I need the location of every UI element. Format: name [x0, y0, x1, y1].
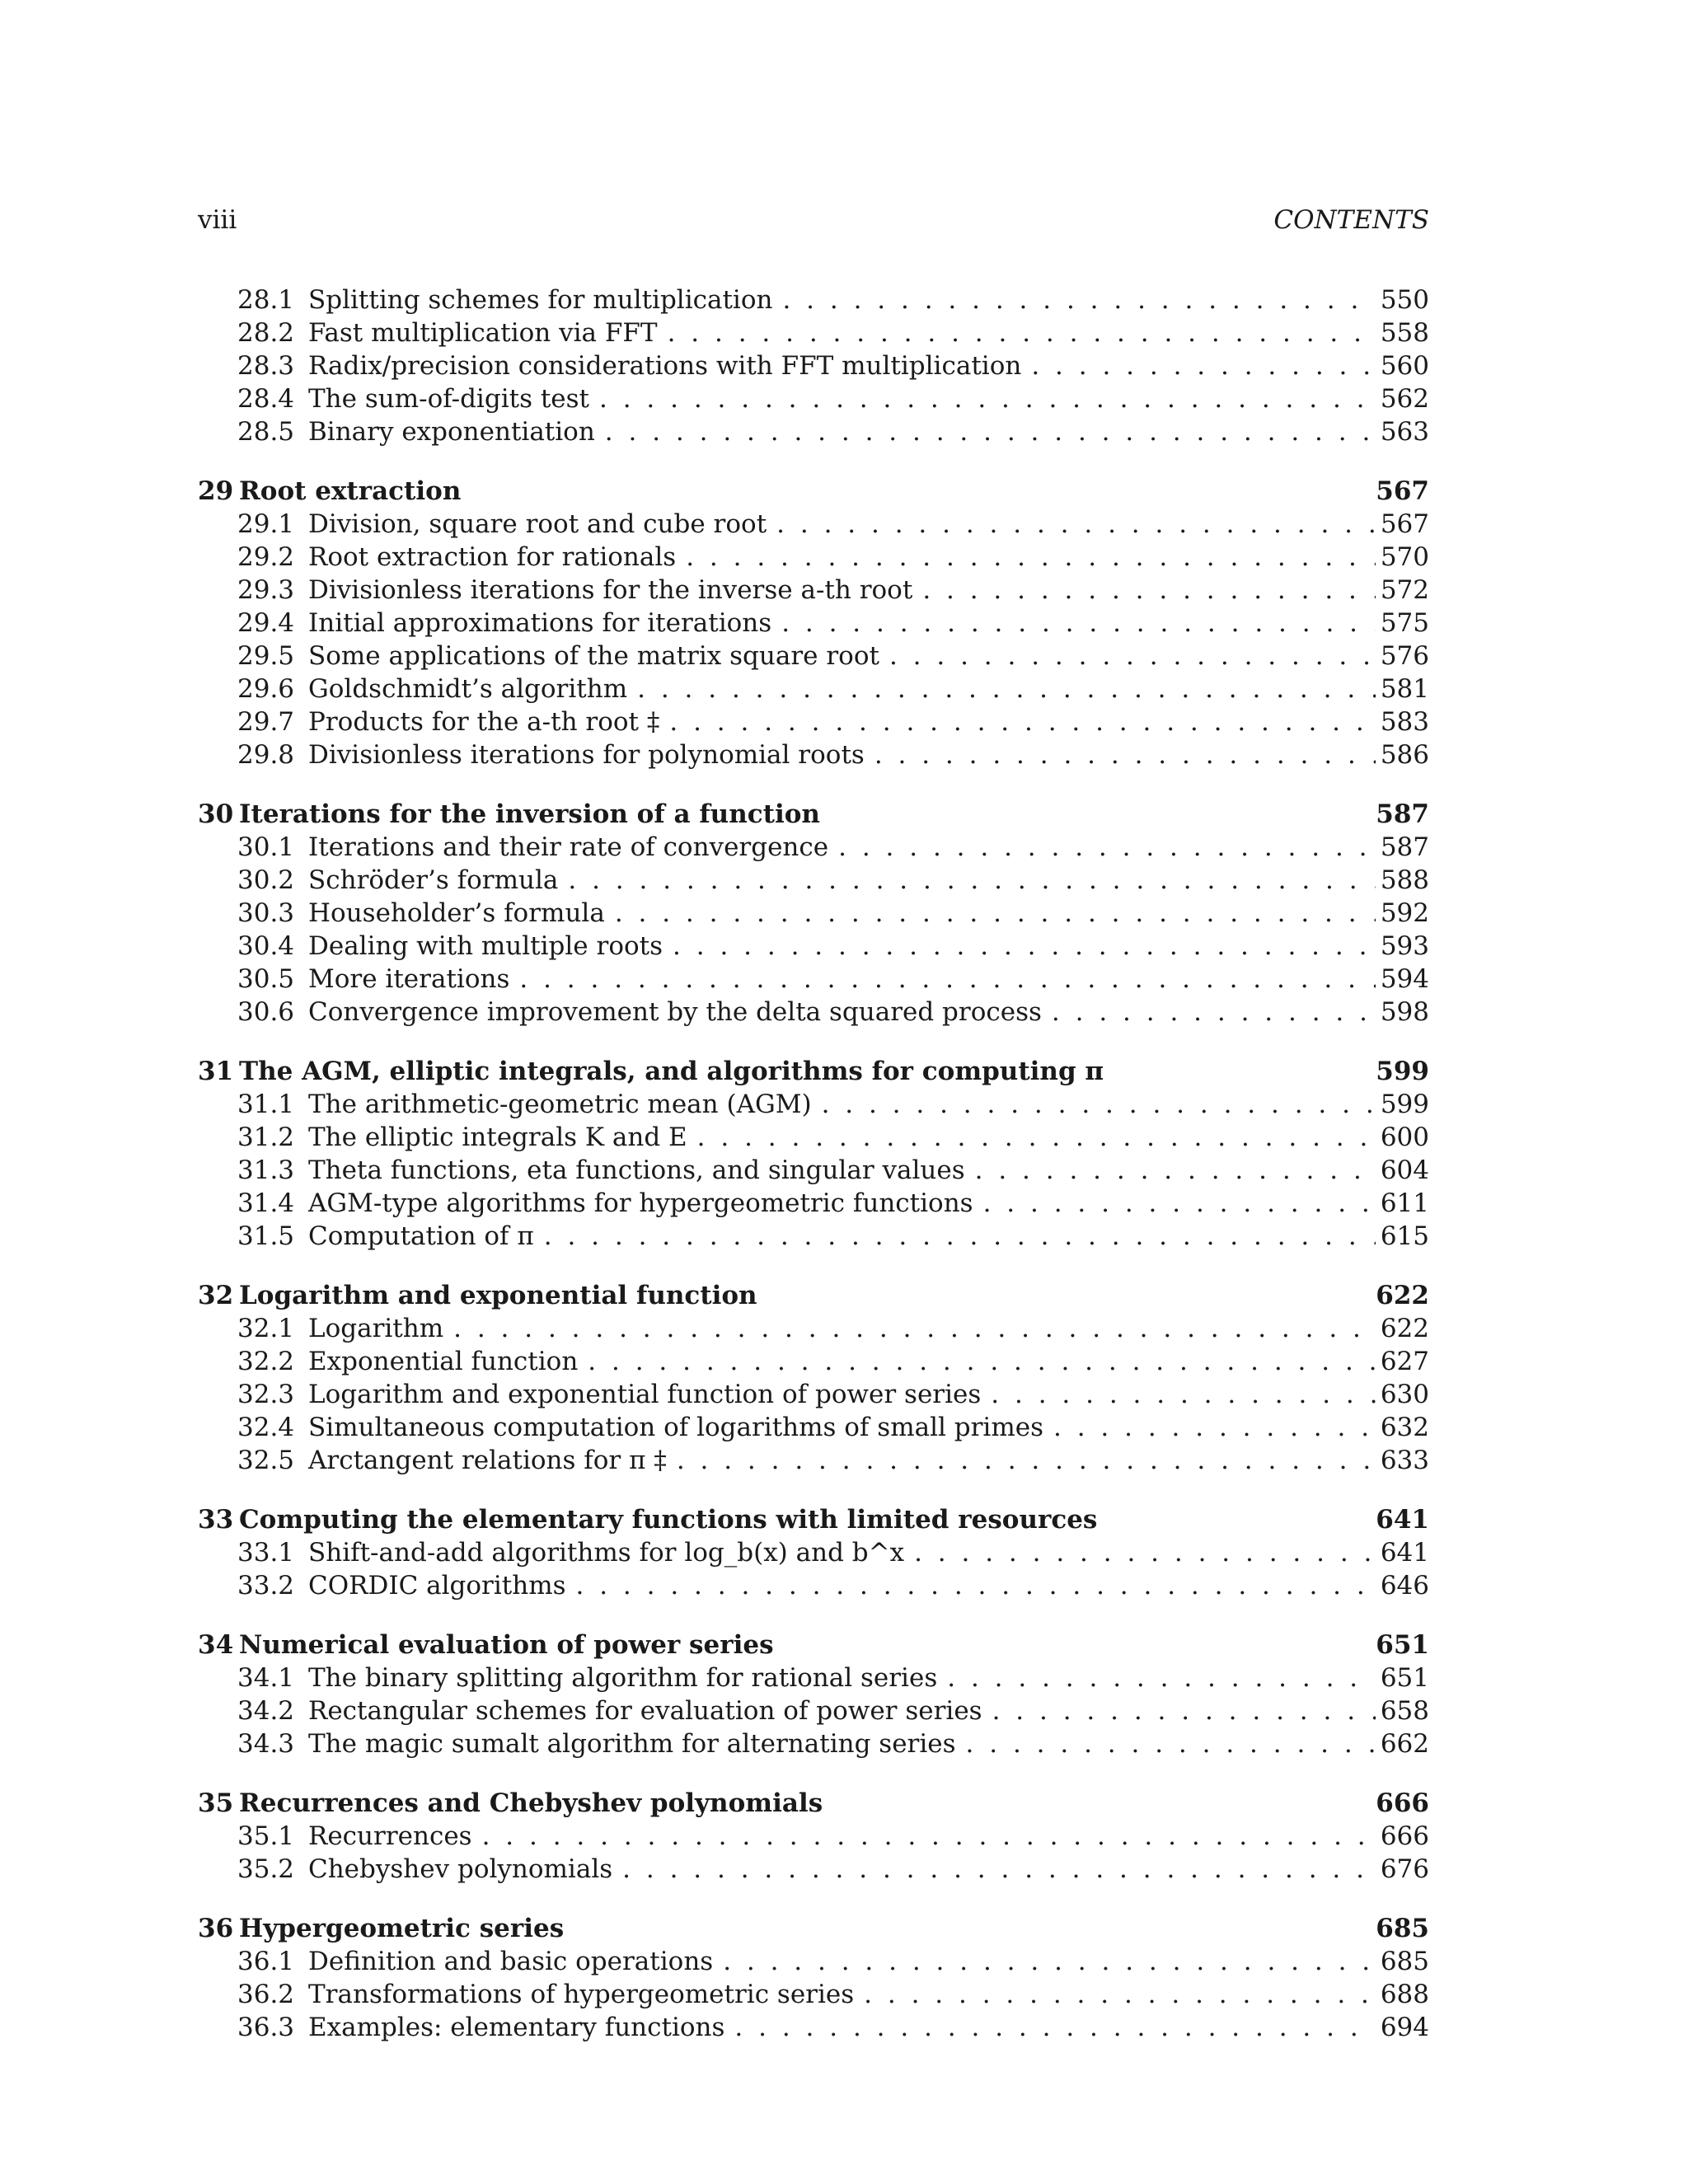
section-title: Products for the a-th root ‡ [308, 707, 660, 737]
section-title: Definition and basic operations [308, 1947, 714, 1976]
chapter-title: Computing the elementary functions with limited resources [239, 1505, 1098, 1535]
leader-dots [734, 2011, 1375, 2044]
section-number: 28.4 [237, 384, 295, 414]
section-number: 29.4 [237, 608, 295, 638]
section-page: 627 [1380, 1347, 1429, 1376]
toc-section-row[interactable] [198, 705, 1429, 738]
section-number: 35.1 [237, 1821, 295, 1851]
section-title: Fast multiplication via FFT [308, 318, 658, 348]
chapter-number: 34 [198, 1630, 234, 1660]
leader-dots [966, 1727, 1376, 1760]
leader-dots [1031, 349, 1376, 382]
toc-section-row[interactable] [198, 930, 1429, 963]
section-page: 593 [1380, 931, 1429, 961]
leader-dots [622, 1853, 1376, 1886]
leader-dots [782, 284, 1375, 316]
section-page: 576 [1380, 641, 1429, 671]
section-page: 572 [1380, 575, 1429, 605]
section-number: 29.8 [237, 740, 295, 770]
section-page: 562 [1380, 384, 1429, 414]
toc-section-row[interactable] [198, 1727, 1429, 1760]
leader-dots [673, 930, 1376, 963]
chapter-page: 567 [1376, 476, 1429, 506]
toc-section-row[interactable] [198, 1978, 1429, 2011]
page-number: viii [198, 205, 237, 235]
leader-dots [1052, 996, 1376, 1029]
leader-dots [482, 1820, 1376, 1853]
chapter-title: Iterations for the inversion of a function [239, 799, 820, 829]
section-title: Some applications of the matrix square root [308, 641, 879, 671]
toc-section-row[interactable] [198, 1378, 1429, 1411]
section-title: Schröder’s formula [308, 865, 559, 895]
section-number: 30.5 [237, 964, 295, 994]
section-title: Simultaneous computation of logarithms of small primes [308, 1413, 1043, 1442]
section-title: The binary splitting algorithm for rational series [308, 1663, 938, 1693]
section-number: 31.1 [237, 1090, 295, 1119]
toc-chapter-row[interactable] [198, 798, 1429, 831]
section-title: Shift-and-add algorithms for log_b(x) and b^x [308, 1538, 905, 1568]
section-number: 34.3 [237, 1729, 295, 1759]
section-title: Dealing with multiple roots [308, 931, 663, 961]
toc-section-row[interactable] [198, 1853, 1429, 1886]
section-number: 29.3 [237, 575, 295, 605]
table-of-contents [198, 284, 1429, 2070]
toc-chapter-row[interactable] [198, 1787, 1429, 1820]
section-title: Goldschmidt’s algorithm [308, 674, 628, 704]
section-number: 31.3 [237, 1155, 295, 1185]
section-number: 29.7 [237, 707, 295, 737]
toc-section-row[interactable] [198, 1536, 1429, 1569]
toc-section-row[interactable] [198, 897, 1429, 930]
leader-dots [991, 1378, 1376, 1411]
chapter-page: 599 [1376, 1057, 1429, 1086]
section-page: 583 [1380, 707, 1429, 737]
toc-section-row[interactable] [198, 640, 1429, 673]
section-title: Transformations of hypergeometric series [308, 1980, 855, 2009]
leader-dots [889, 640, 1376, 673]
leader-dots [668, 316, 1376, 349]
toc-section-row[interactable] [198, 1154, 1429, 1187]
chapter-number: 30 [198, 799, 234, 829]
toc-section-row[interactable] [198, 1220, 1429, 1253]
section-title: The arithmetic-geometric mean (AGM) [308, 1090, 812, 1119]
chapter-number: 36 [198, 1914, 234, 1943]
section-number: 36.1 [237, 1947, 295, 1976]
section-page: 662 [1380, 1729, 1429, 1759]
leader-dots [864, 1978, 1376, 2011]
leader-dots [776, 508, 1376, 541]
section-page: 570 [1380, 542, 1429, 572]
toc-chapter-34 [198, 1629, 1429, 1760]
section-page: 575 [1380, 608, 1429, 638]
toc-chapter-35 [198, 1787, 1429, 1886]
chapter-number: 32 [198, 1281, 234, 1310]
section-number: 30.1 [237, 832, 295, 862]
leader-dots [453, 1312, 1376, 1345]
section-title: Arctangent relations for π ‡ [308, 1446, 667, 1475]
leader-dots [697, 1121, 1376, 1154]
section-title: Recurrences [308, 1821, 472, 1851]
section-title: Logarithm and exponential function of power series [308, 1380, 982, 1409]
toc-chapter-row[interactable] [198, 1912, 1429, 1945]
toc-section-row[interactable] [198, 574, 1429, 607]
leader-dots [781, 607, 1376, 640]
leader-dots [637, 673, 1376, 705]
section-page: 587 [1380, 832, 1429, 862]
chapter-page: 622 [1376, 1281, 1429, 1310]
section-title: Division, square root and cube root [308, 509, 767, 539]
chapter-page: 651 [1376, 1630, 1429, 1660]
section-number: 30.6 [237, 997, 295, 1027]
leader-dots [992, 1694, 1376, 1727]
toc-section-row[interactable] [198, 1569, 1429, 1602]
section-page: 586 [1380, 740, 1429, 770]
section-page: 567 [1380, 509, 1429, 539]
section-title: Computation of π [308, 1221, 534, 1251]
toc-section-row[interactable] [198, 2011, 1429, 2044]
section-number: 28.5 [237, 417, 295, 447]
toc-section-row[interactable] [198, 541, 1429, 574]
section-title: Radix/precision considerations with FFT multiplication [308, 351, 1022, 381]
toc-section-row[interactable] [198, 1661, 1429, 1694]
section-page: 658 [1380, 1696, 1429, 1726]
toc-section-row[interactable] [198, 1345, 1429, 1378]
section-title: Convergence improvement by the delta squared process [308, 997, 1042, 1027]
chapter-title: Recurrences and Chebyshev polynomials [239, 1788, 823, 1818]
section-title: CORDIC algorithms [308, 1571, 566, 1601]
section-page: 558 [1380, 318, 1429, 348]
section-page: 550 [1380, 285, 1429, 315]
section-page: 588 [1380, 865, 1429, 895]
section-page: 611 [1380, 1188, 1429, 1218]
toc-section-row[interactable] [198, 1694, 1429, 1727]
section-page: 563 [1380, 417, 1429, 447]
section-page: 598 [1380, 997, 1429, 1027]
toc-section-row[interactable] [198, 1411, 1429, 1444]
section-page: 694 [1380, 2013, 1429, 2042]
section-number: 32.2 [237, 1347, 295, 1376]
leader-dots [519, 963, 1375, 996]
section-page: 600 [1380, 1122, 1429, 1152]
section-title: The sum-of-digits test [308, 384, 589, 414]
chapter-title: Logarithm and exponential function [239, 1281, 757, 1310]
section-page: 646 [1380, 1571, 1429, 1601]
section-title: AGM-type algorithms for hypergeometric functions [308, 1188, 973, 1218]
section-number: 30.2 [237, 865, 295, 895]
toc-chapter-row[interactable] [198, 1629, 1429, 1661]
section-title: Theta functions, eta functions, and singular values [308, 1155, 965, 1185]
section-number: 29.6 [237, 674, 295, 704]
section-number: 36.2 [237, 1980, 295, 2009]
toc-section-row[interactable] [198, 738, 1429, 771]
section-number: 32.5 [237, 1446, 295, 1475]
section-page: 630 [1380, 1380, 1429, 1409]
section-title: The elliptic integrals K and E [308, 1122, 687, 1152]
chapter-number: 35 [198, 1788, 234, 1818]
section-title: More iterations [308, 964, 510, 994]
toc-section-row[interactable] [198, 1444, 1429, 1477]
leader-dots [677, 1444, 1376, 1477]
section-title: Iterations and their rate of convergence [308, 832, 829, 862]
toc-section-row[interactable] [198, 996, 1429, 1029]
running-head [198, 204, 1429, 237]
section-title: Householder’s formula [308, 898, 605, 928]
toc-section-row[interactable] [198, 1945, 1429, 1978]
chapter-number: 29 [198, 476, 234, 506]
continued-chapter-28 [198, 284, 1429, 448]
leader-dots [822, 1088, 1376, 1121]
chapter-title: Hypergeometric series [239, 1914, 565, 1943]
leader-dots [1053, 1411, 1376, 1444]
section-number: 30.4 [237, 931, 295, 961]
section-page: 688 [1380, 1980, 1429, 2009]
chapter-title: The AGM, elliptic integrals, and algorithms for computing π [239, 1057, 1104, 1086]
section-title: The magic sumalt algorithm for alternating series [308, 1729, 956, 1759]
section-page: 560 [1380, 351, 1429, 381]
toc-section-row[interactable] [198, 382, 1429, 415]
chapter-number: 31 [198, 1057, 234, 1086]
toc-section-row[interactable] [198, 349, 1429, 382]
leader-dots [599, 382, 1376, 415]
section-title: Divisionless iterations for the inverse a-th root [308, 575, 913, 605]
section-title: Rectangular schemes for evaluation of power series [308, 1696, 982, 1726]
chapter-title: Numerical evaluation of power series [239, 1630, 774, 1660]
section-page: 633 [1380, 1446, 1429, 1475]
leader-dots [669, 705, 1375, 738]
leader-dots [568, 864, 1375, 897]
leader-dots [914, 1536, 1376, 1569]
toc-section-row[interactable] [198, 1088, 1429, 1121]
section-title: Splitting schemes for multiplication [308, 285, 773, 315]
toc-section-row[interactable] [198, 831, 1429, 864]
section-page: 632 [1380, 1413, 1429, 1442]
chapter-page: 666 [1376, 1788, 1429, 1818]
leader-dots [615, 897, 1376, 930]
section-page: 651 [1380, 1663, 1429, 1693]
section-title: Root extraction for rationals [308, 542, 677, 572]
section-title: Chebyshev polynomials [308, 1854, 613, 1884]
leader-dots [605, 415, 1376, 448]
section-number: 32.1 [237, 1314, 295, 1343]
section-page: 676 [1380, 1854, 1429, 1884]
section-number: 34.2 [237, 1696, 295, 1726]
toc-chapter-row[interactable] [198, 1279, 1429, 1312]
leader-dots [576, 1569, 1376, 1602]
section-number: 33.2 [237, 1571, 295, 1601]
chapter-page: 587 [1376, 799, 1429, 829]
section-number: 34.1 [237, 1663, 295, 1693]
toc-section-row[interactable] [198, 316, 1429, 349]
section-number: 31.4 [237, 1188, 295, 1218]
section-page: 622 [1380, 1314, 1429, 1343]
toc-chapter-31 [198, 1055, 1429, 1253]
leader-dots [686, 541, 1376, 574]
section-page: 592 [1380, 898, 1429, 928]
running-title: CONTENTS [1273, 205, 1429, 235]
section-number: 31.2 [237, 1122, 295, 1152]
leader-dots [838, 831, 1376, 864]
toc-section-row[interactable] [198, 1820, 1429, 1853]
section-title: Binary exponentiation [308, 417, 595, 447]
section-number: 28.3 [237, 351, 295, 381]
toc-chapter-29 [198, 475, 1429, 771]
toc-section-row[interactable] [198, 1121, 1429, 1154]
toc-section-row[interactable] [198, 284, 1429, 316]
section-number: 30.3 [237, 898, 295, 928]
toc-chapter-33 [198, 1503, 1429, 1602]
toc-section-row[interactable] [198, 607, 1429, 640]
section-page: 599 [1380, 1090, 1429, 1119]
toc-section-row[interactable] [198, 415, 1429, 448]
section-number: 31.5 [237, 1221, 295, 1251]
leader-dots [922, 574, 1376, 607]
toc-section-row[interactable] [198, 963, 1429, 996]
section-number: 28.1 [237, 285, 295, 315]
chapter-number: 33 [198, 1505, 234, 1535]
section-page: 641 [1380, 1538, 1429, 1568]
section-page: 685 [1380, 1947, 1429, 1976]
section-number: 29.2 [237, 542, 295, 572]
toc-section-row[interactable] [198, 508, 1429, 541]
section-page: 581 [1380, 674, 1429, 704]
leader-dots [723, 1945, 1376, 1978]
leader-dots [975, 1154, 1376, 1187]
section-page: 615 [1380, 1221, 1429, 1251]
section-number: 33.1 [237, 1538, 295, 1568]
section-number: 28.2 [237, 318, 295, 348]
section-page: 666 [1380, 1821, 1429, 1851]
section-number: 29.1 [237, 509, 295, 539]
section-number: 29.5 [237, 641, 295, 671]
section-page: 594 [1380, 964, 1429, 994]
toc-section-row[interactable] [198, 1187, 1429, 1220]
leader-dots [947, 1661, 1376, 1694]
toc-section-row[interactable] [198, 673, 1429, 705]
section-number: 35.2 [237, 1854, 295, 1884]
section-title: Exponential function [308, 1347, 579, 1376]
toc-chapter-36 [198, 1912, 1429, 2044]
chapter-page: 641 [1376, 1505, 1429, 1535]
section-number: 32.4 [237, 1413, 295, 1442]
leader-dots [874, 738, 1376, 771]
chapter-title: Root extraction [239, 476, 462, 506]
toc-chapter-row[interactable] [198, 1503, 1429, 1536]
chapter-page: 685 [1376, 1914, 1429, 1943]
section-number: 32.3 [237, 1380, 295, 1409]
section-page: 604 [1380, 1155, 1429, 1185]
toc-chapter-30 [198, 798, 1429, 1029]
toc-section-row[interactable] [198, 864, 1429, 897]
toc-section-row[interactable] [198, 1312, 1429, 1345]
leader-dots [544, 1220, 1376, 1253]
toc-chapter-row[interactable] [198, 475, 1429, 508]
toc-chapter-row[interactable] [198, 1055, 1429, 1088]
section-number: 36.3 [237, 2013, 295, 2042]
leader-dots [983, 1187, 1376, 1220]
leader-dots [588, 1345, 1376, 1378]
toc-chapter-32 [198, 1279, 1429, 1477]
section-title: Initial approximations for iterations [308, 608, 772, 638]
section-title: Divisionless iterations for polynomial roots [308, 740, 865, 770]
section-title: Examples: elementary functions [308, 2013, 725, 2042]
section-title: Logarithm [308, 1314, 444, 1343]
